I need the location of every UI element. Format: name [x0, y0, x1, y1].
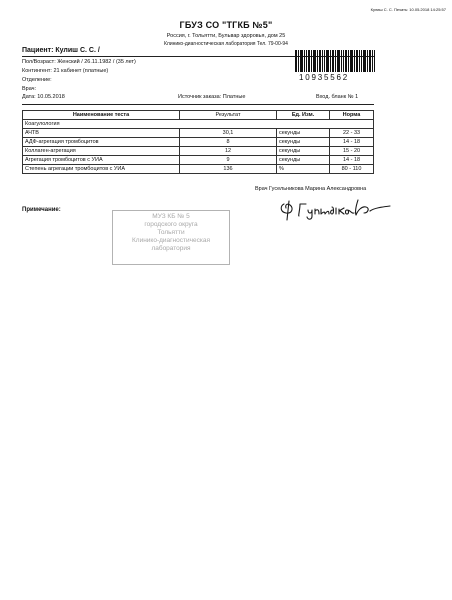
test-result: 136 [180, 165, 277, 174]
patient-contingent: Контингент: 21 кабинет (платные) [22, 68, 109, 74]
patient-department: Отделение: [22, 77, 52, 83]
stamp-line: Клинико-диагностическая [132, 237, 210, 244]
header-test-name: Наименование теста [23, 111, 180, 120]
test-unit: % [277, 165, 330, 174]
divider [22, 104, 374, 105]
barcode-image [295, 50, 375, 72]
test-result: 9 [180, 156, 277, 165]
test-norm: 22 - 33 [330, 129, 374, 138]
patient-sex-age: Пол/Возраст: Женский / 26.11.1982 / (35 лет) [22, 59, 136, 65]
test-norm: 80 - 110 [330, 165, 374, 174]
document-title: ГБУЗ СО "ТГКБ №5" [179, 20, 273, 30]
test-unit: секунды [277, 147, 330, 156]
results-table [22, 110, 374, 174]
report-date: Дата: 10.05.2018 [22, 94, 65, 100]
test-name: АДФ-агрегация тромбоцитов [23, 138, 180, 147]
doctor-name: Врач Гусельникова Марина Александровна [255, 186, 367, 192]
patient-doctor: Врач: [22, 86, 37, 92]
table-header-row [23, 111, 374, 120]
table-row [23, 129, 374, 138]
barcode-number: 10935562 [299, 73, 349, 82]
header-norm: Норма [330, 111, 374, 120]
test-name: Агрегация тромбоцитов с УИА [23, 156, 180, 165]
handwritten-signature [278, 196, 393, 222]
test-name: Степень агрегации тромбоцитов с УИА [23, 165, 180, 174]
print-timestamp: Кулиш С. С. Печать: 10.05.2018 14:25:57 [370, 7, 446, 12]
order-source: Источник заказа: Платные [178, 94, 246, 100]
group-row [23, 120, 374, 129]
table-row [23, 165, 374, 174]
table-row [23, 147, 374, 156]
stamp-line: лаборатория [151, 245, 191, 252]
stamp-line: Тольятти [157, 229, 185, 236]
lab-stamp [112, 210, 230, 265]
stamp-line: МУЗ КБ № 5 [152, 213, 190, 220]
test-norm: 14 - 18 [330, 156, 374, 165]
stamp-line: городского округа [144, 221, 198, 228]
test-name: АЧТВ [23, 129, 180, 138]
test-result: 30,1 [180, 129, 277, 138]
test-result: 8 [180, 138, 277, 147]
test-unit: секунды [277, 156, 330, 165]
test-norm: 14 - 18 [330, 138, 374, 147]
header-unit: Ед. Изм. [277, 111, 330, 120]
table-row [23, 156, 374, 165]
blank-number: Вход. бланк № 1 [316, 94, 359, 100]
test-result: 12 [180, 147, 277, 156]
lab-name-phone: Клинико-диагностическая лаборатория Тел. 79-00-94 [164, 41, 288, 47]
test-unit: секунды [277, 138, 330, 147]
header-result: Результат [180, 111, 277, 120]
note-label: Примечание: [22, 207, 61, 213]
table-row [23, 138, 374, 147]
test-unit: секунды [277, 129, 330, 138]
patient-name: Пациент: Кулиш С. С. / [22, 47, 100, 54]
test-name: Коллаген-агрегация [23, 147, 180, 156]
hospital-address: Россия, г. Тольятти, Бульвар здоровья, дом 25 [166, 33, 286, 39]
group-label: Коагулология [23, 120, 374, 129]
test-norm: 15 - 20 [330, 147, 374, 156]
